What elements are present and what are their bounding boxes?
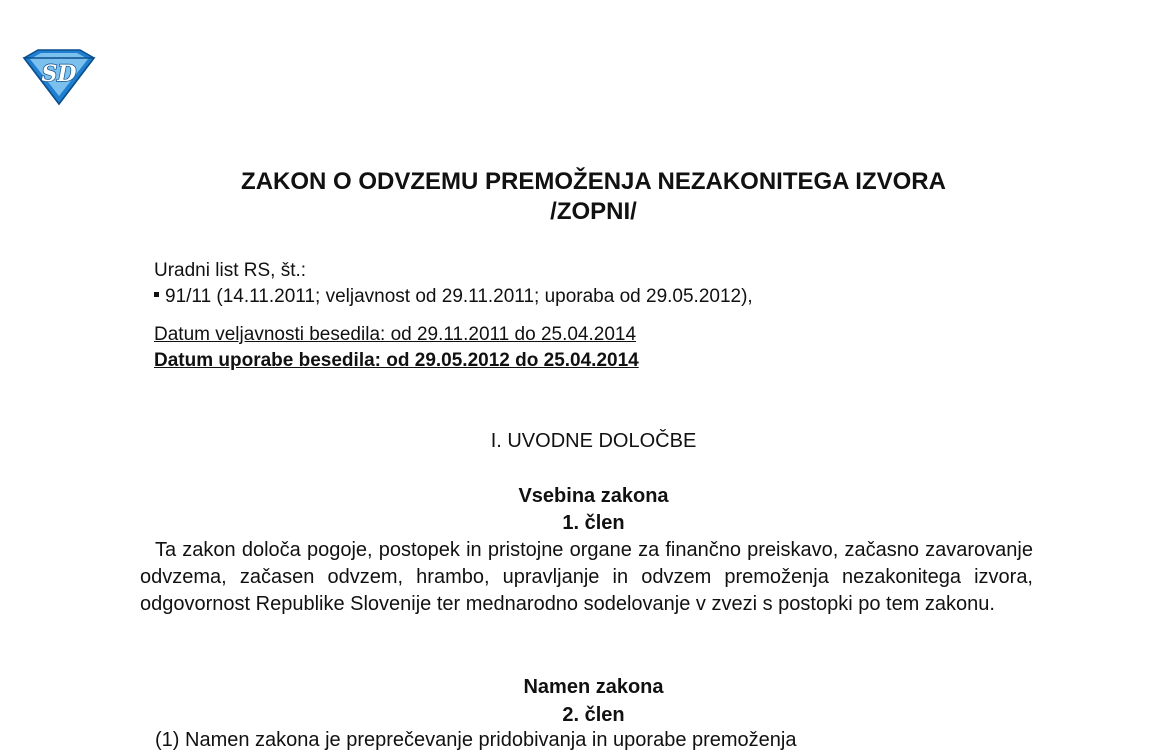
logo-text: SD bbox=[41, 61, 77, 87]
bullet-icon bbox=[154, 292, 159, 297]
article-2-text: (1) Namen zakona je preprečevanje pridobivanja in uporabe premoženja bbox=[155, 729, 797, 751]
application-date: Datum uporabe besedila: od 29.05.2012 do 25.04.2014 bbox=[154, 350, 639, 371]
article-2-heading: Namen zakona bbox=[523, 676, 664, 698]
document-title bbox=[0, 167, 1157, 227]
article-1-heading: Vsebina zakona bbox=[518, 485, 669, 507]
sd-shield-logo-icon bbox=[22, 48, 96, 106]
document-title-line1: ZAKON O ODVZEMU PREMOŽENJA NEZAKONITEGA IZVORA bbox=[241, 168, 946, 195]
text-dates bbox=[154, 322, 639, 374]
official-gazette-info bbox=[154, 258, 753, 310]
article-1-text: Ta zakon določa pogoje, postopek in pristojne organe za finančno preiskavo, začasno zavarovanje odvzema, začasen odvzem, hrambo, upravljanje in odvzem premoženja nezakonitega izvora, odgovornost Republike Slovenije ter mednarodno sodelovanje v zvezi s postopki po tem zakonu. bbox=[140, 539, 1033, 615]
article-1-number: 1. člen bbox=[562, 512, 625, 534]
article-2-number: 2. člen bbox=[562, 704, 625, 726]
gazette-label: Uradni list RS, št.: bbox=[154, 260, 307, 281]
section-title: I. UVODNE DOLOČBE bbox=[490, 430, 697, 452]
document-title-abbreviation: /ZOPNI/ bbox=[550, 198, 637, 225]
gazette-entry-text: 91/11 (14.11.2011; veljavnost od 29.11.2011; uporaba od 29.05.2012), bbox=[165, 286, 753, 307]
validity-date: Datum veljavnosti besedila: od 29.11.2011 do 25.04.2014 bbox=[154, 324, 637, 345]
gazette-entry bbox=[154, 284, 753, 310]
